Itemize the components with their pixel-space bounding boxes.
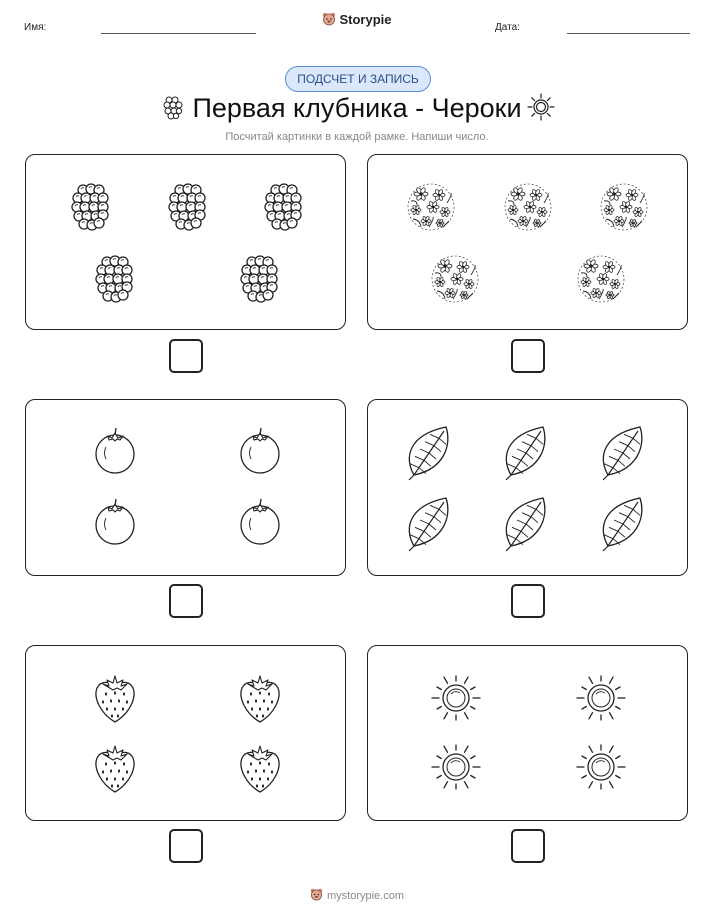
- answer-box-suns[interactable]: [511, 829, 545, 863]
- strawberry-icon: [96, 746, 134, 792]
- leaf-icon: [506, 427, 545, 480]
- tomato-icon: [96, 499, 134, 544]
- flower-bunch-icon: [578, 256, 624, 302]
- count-panel-leaves: [367, 399, 688, 576]
- worksheet-type-badge: ПОДСЧЕТ И ЗАПИСЬ: [285, 66, 431, 92]
- leaf-icon: [603, 427, 642, 480]
- raspberry-icon: [169, 184, 205, 230]
- sun-icon: [432, 745, 480, 789]
- leaf-icon: [409, 498, 448, 551]
- raspberry-icon: [241, 256, 277, 302]
- footer-url: mystorypie.com: [326, 890, 405, 902]
- sun-icon: [526, 92, 554, 122]
- brand-logo: [0, 12, 714, 27]
- raspberry-icon: [72, 184, 108, 230]
- leaf-icon: [409, 427, 448, 480]
- name-line[interactable]: [101, 33, 256, 34]
- flower-bunch-icon: [505, 184, 551, 230]
- sun-icon: [432, 676, 480, 720]
- bear-logo-icon: [310, 888, 323, 901]
- answer-box-flowers[interactable]: [511, 339, 545, 373]
- footer: [0, 888, 714, 902]
- brand-name: Storypie: [339, 12, 392, 27]
- strawberry-icon: [241, 746, 279, 792]
- tomato-icon: [241, 499, 279, 544]
- count-panel-tomatoes: [25, 399, 346, 576]
- flower-bunch-icon: [601, 184, 647, 230]
- answer-box-strawberries[interactable]: [169, 829, 203, 863]
- page-title: Первая клубника - Чероки: [192, 93, 522, 123]
- date-line[interactable]: [567, 33, 690, 34]
- sun-icon: [577, 745, 625, 789]
- date-label: Дата:: [495, 22, 520, 33]
- bear-logo-icon: [322, 12, 336, 26]
- count-panel-flowers: [367, 154, 688, 330]
- sun-icon: [577, 676, 625, 720]
- strawberry-icon: [241, 676, 279, 722]
- count-panel-raspberries: [25, 154, 346, 330]
- raspberry-icon: [265, 184, 301, 230]
- answer-box-tomatoes[interactable]: [169, 584, 203, 618]
- strawberry-icon: [96, 676, 134, 722]
- flower-bunch-icon: [408, 184, 454, 230]
- tomato-icon: [96, 428, 134, 473]
- instructions: Посчитай картинки в каждой рамке. Напиши число.: [225, 131, 489, 143]
- count-panel-suns: [367, 645, 688, 821]
- answer-box-raspberries[interactable]: [169, 339, 203, 373]
- count-panel-strawberries: [25, 645, 346, 821]
- name-label: Имя:: [24, 22, 47, 33]
- flower-bunch-icon: [432, 256, 478, 302]
- leaf-icon: [603, 498, 642, 551]
- raspberry-icon: [96, 256, 132, 302]
- tomato-icon: [241, 428, 279, 473]
- leaf-icon: [506, 498, 545, 551]
- answer-box-leaves[interactable]: [511, 584, 545, 618]
